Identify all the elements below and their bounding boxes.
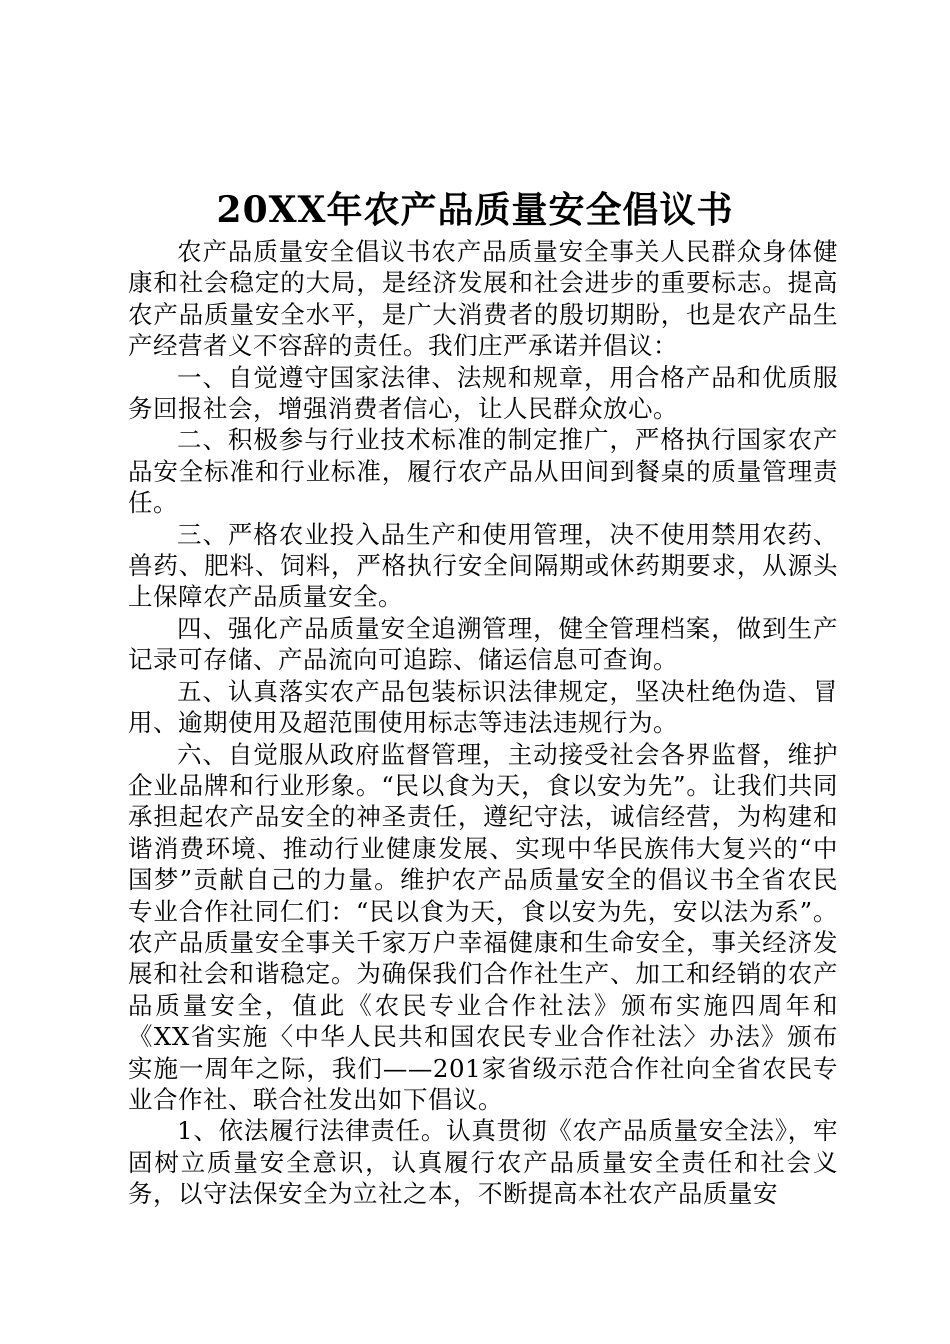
paragraph-item-6: 六、自觉服从政府监督管理，主动接受社会各界监督，维护企业品牌和行业形象。“民以食为天，食以安为先”。让我们共同承担起农产品安全的神圣责任，遵纪守法，诚信经营，为构建和谐消费环境、推动行业健康发展、实现中华民族伟大复兴的“中国梦”贡献自己的力量。维护农产品质量安全的倡议书全省农民专业合作社同仁们：“民以食为天，食以安为先，安以法为系”。农产品质量安全事关千家万户幸福健康和生命安全，事关经济发展和社会和谐稳定。为确保我们合作社生产、加工和经销的农产品质量安全，值此《农民专业合作社法》颁布实施四周年和《XX省实施〈中华人民共和国农民专业合作社法〉办法》颁布实施一周年之际，我们——201家省级示范合作社向全省农民专业合作社、联合社发出如下倡议。: [128, 739, 838, 1114]
paragraph-item-1: 一、自觉遵守国家法律、法规和规章，用合格产品和优质服务回报社会，增强消费者信心，让人民群众放心。: [128, 362, 838, 424]
document-title: 20XX年农产品质量安全倡议书: [216, 189, 734, 231]
paragraph-item-4: 四、强化产品质量安全追溯管理，健全管理档案，做到生产记录可存储、产品流向可追踪、储运信息可查询。: [128, 613, 838, 675]
paragraph-item-2: 二、积极参与行业技术标准的制定推广，严格执行国家农产品安全标准和行业标准，履行农产品从田间到餐桌的质量管理责任。: [128, 425, 838, 518]
paragraph-intro: 农产品质量安全倡议书农产品质量安全事关人民群众身体健康和社会稳定的大局，是经济发展和社会进步的重要标志。提高农产品质量安全水平，是广大消费者的殷切期盼，也是农产品生产经营者义不容辞的责任。我们庄严承诺并倡议：: [128, 237, 838, 361]
paragraph-item-3: 三、严格农业投入品生产和使用管理，决不使用禁用农药、兽药、肥料、饲料，严格执行安全间隔期或休药期要求，从源头上保障农产品质量安全。: [128, 519, 838, 612]
document-body: [128, 236, 838, 1210]
paragraph-item-5: 五、认真落实农产品包装标识法律规定，坚决杜绝伪造、冒用、逾期使用及超范围使用标志等违法违规行为。: [128, 676, 838, 738]
paragraph-proposal-1: 1、依法履行法律责任。认真贯彻《农产品质量安全法》，牢固树立质量安全意识，认真履行农产品质量安全责任和社会义务，以守法保安全为立社之本，不断提高本社农产品质量安: [128, 1116, 838, 1209]
